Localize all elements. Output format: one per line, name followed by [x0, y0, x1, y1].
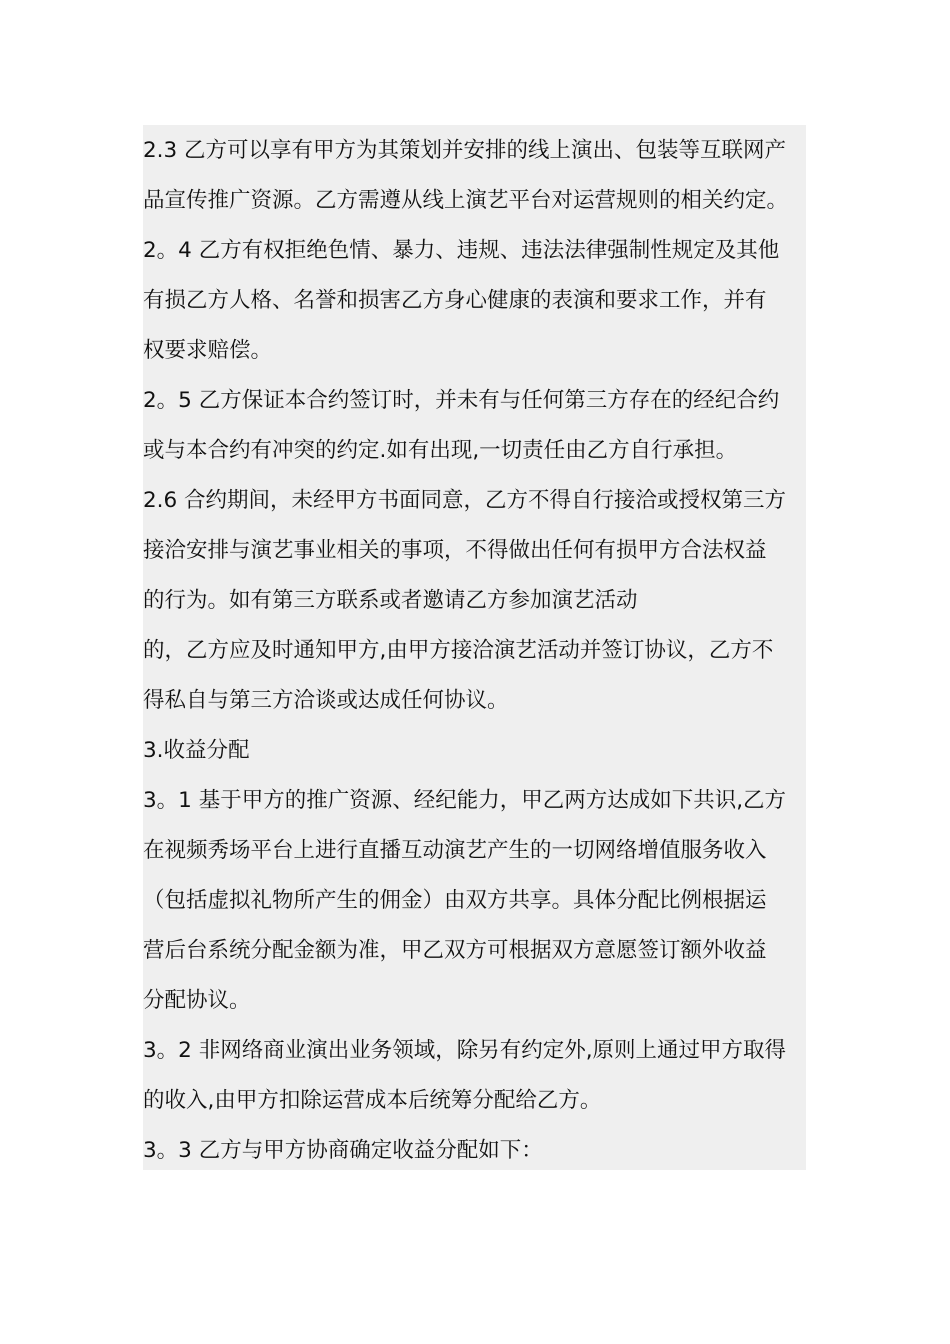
paragraph-line: 2。4 乙方有权拒绝色情、暴力、违规、违法法律强制性规定及其他 [143, 238, 780, 263]
paragraph-line: 的，乙方应及时通知甲方,由甲方接洽演艺活动并签订协议，乙方不 [143, 638, 774, 663]
paragraph-line: 在视频秀场平台上进行直播互动演艺产生的一切网络增值服务收入 [143, 838, 767, 863]
paragraph-line: 3。1 基于甲方的推广资源、经纪能力，甲乙两方达成如下共识,乙方 [143, 788, 787, 813]
paragraph-line: 得私自与第三方洽谈或达成任何协议。 [143, 688, 509, 713]
paragraph-line: 营后台系统分配金额为准，甲乙双方可根据双方意愿签订额外收益 [143, 938, 767, 963]
paragraph-line: 接洽安排与演艺事业相关的事项，不得做出任何有损甲方合法权益 [143, 538, 767, 563]
paragraph-line: 分配协议。 [143, 988, 251, 1013]
paragraph-line: 3。3 乙方与甲方协商确定收益分配如下： [143, 1138, 543, 1163]
paragraph-line: 2。5 乙方保证本合约签订时，并未有与任何第三方存在的经纪合约 [143, 388, 780, 413]
paragraph-line: 权要求赔偿。 [143, 338, 273, 363]
paragraph-line: 有损乙方人格、名誉和损害乙方身心健康的表演和要求工作，并有 [143, 288, 767, 313]
paragraph-line: 2.6 合约期间，未经甲方书面同意，乙方不得自行接洽或授权第三方 [143, 488, 787, 513]
paragraph-line: 的收入,由甲方扣除运营成本后统筹分配给乙方。 [143, 1088, 602, 1113]
paragraph-line: （包括虚拟礼物所产生的佣金）由双方共享。具体分配比例根据运 [143, 888, 767, 913]
paragraph-line: 2.3 乙方可以享有甲方为其策划并安排的线上演出、包装等互联网产 [143, 138, 787, 163]
paragraph-line: 品宣传推广资源。乙方需遵从线上演艺平台对运营规则的相关约定。 [143, 188, 789, 213]
paragraph-line: 的行为。如有第三方联系或者邀请乙方参加演艺活动 [143, 588, 638, 613]
paragraph-line: 或与本合约有冲突的约定.如有出现,一切责任由乙方自行承担。 [143, 438, 738, 463]
paragraph-line: 3。2 非网络商业演出业务领域，除另有约定外,原则上通过甲方取得 [143, 1038, 787, 1063]
section-heading: 3.收益分配 [143, 738, 250, 763]
